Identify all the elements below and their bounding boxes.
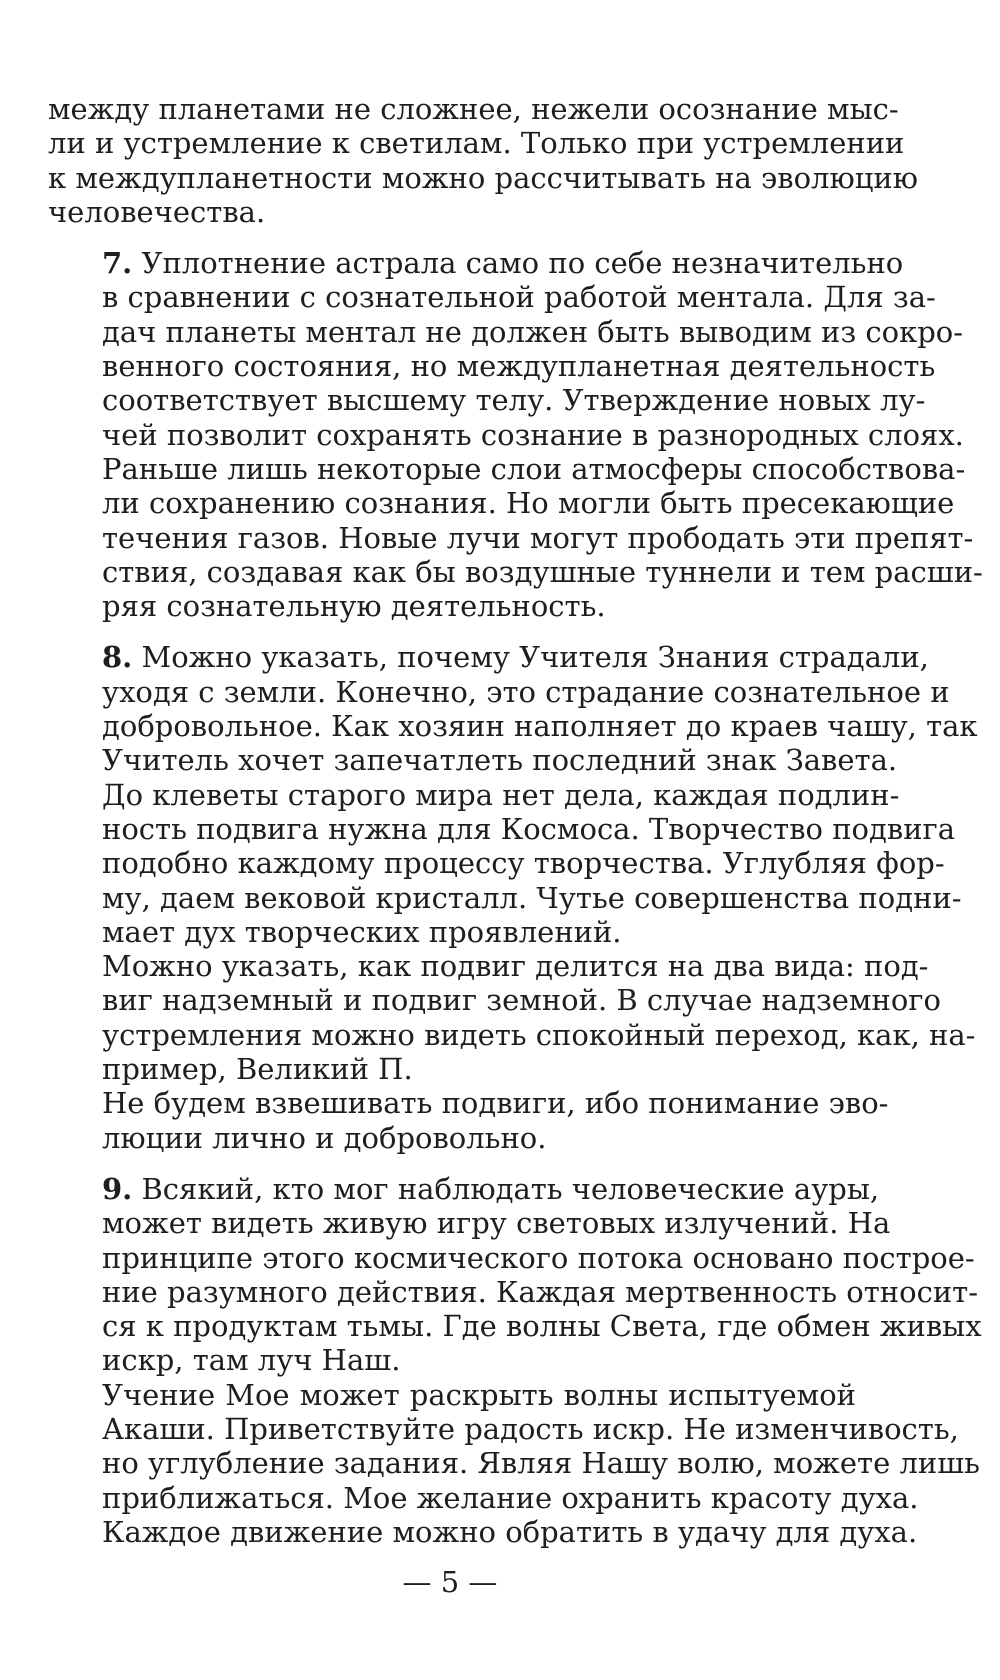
text-line bbox=[48, 777, 900, 812]
text-line bbox=[48, 811, 956, 846]
line-text: Каждое движение можно обратить в удачу для духа. bbox=[102, 1514, 918, 1549]
paragraph bbox=[48, 1514, 918, 1549]
line-text: течения газов. Новые лучи могут прободать эти препят- bbox=[102, 520, 974, 555]
line-text: До клеветы старого мира нет дела, каждая подлин- bbox=[102, 777, 900, 812]
line-text: Можно указать, как подвиг делится на два вида: под- bbox=[102, 949, 929, 984]
text-line bbox=[48, 1446, 980, 1481]
text-line bbox=[48, 314, 964, 349]
line-text: Всякий, кто мог наблюдать человеческие ауры, bbox=[132, 1171, 880, 1206]
page-body bbox=[48, 92, 983, 1549]
text-line bbox=[48, 1343, 856, 1377]
line-text: Акаши. Приветствуйте радость искр. Не изменчивость, bbox=[102, 1411, 959, 1446]
text-line bbox=[48, 1480, 919, 1515]
paragraph-number: 7. bbox=[102, 246, 133, 281]
text-line bbox=[48, 1171, 880, 1206]
line-text: пример, Великий П. bbox=[102, 1052, 413, 1087]
text-line bbox=[48, 1274, 979, 1309]
line-text: виг надземный и подвиг земной. В случае надземного bbox=[102, 983, 941, 1018]
text-line bbox=[48, 1309, 982, 1344]
paragraph bbox=[48, 949, 976, 1087]
text-line bbox=[48, 160, 918, 195]
line-text: чей позволит сохранять сознание в разнородных слоях. bbox=[102, 417, 964, 452]
line-text: Учение Мое может раскрыть волны испытуемой bbox=[102, 1377, 856, 1412]
text-line bbox=[48, 1240, 975, 1275]
line-text: Можно указать, почему Учителя Знания страдали, bbox=[132, 640, 929, 675]
text-line bbox=[48, 915, 856, 949]
text-line bbox=[48, 880, 962, 915]
line-text: Учитель хочет запечатлеть последний знак Завета. bbox=[102, 743, 898, 778]
paragraph-number: 8. bbox=[102, 640, 133, 675]
text-line bbox=[48, 640, 929, 675]
text-line bbox=[48, 1514, 918, 1549]
line-text: искр, там луч Наш. bbox=[102, 1343, 401, 1378]
line-text: может видеть живую игру световых излучений. На bbox=[102, 1206, 891, 1241]
text-line bbox=[48, 1052, 856, 1086]
line-text: приближаться. Мое желание охранить красоту духа. bbox=[102, 1480, 919, 1515]
line-text: мает дух творческих проявлений. bbox=[102, 914, 622, 949]
paragraph bbox=[48, 246, 983, 624]
paragraph bbox=[48, 1086, 889, 1155]
text-line bbox=[48, 451, 966, 486]
line-text: Не будем взвешивать подвиги, ибо понимание эво- bbox=[102, 1086, 889, 1121]
line-text: в сравнении с сознательной работой ментала. Для за- bbox=[102, 280, 936, 315]
line-text: ли сохранению сознания. Но могли быть пресекающие bbox=[102, 486, 955, 521]
line-text: му, даем вековой кристалл. Чутье совершенства подни- bbox=[102, 880, 962, 915]
text-line bbox=[48, 195, 856, 229]
paragraph bbox=[48, 1377, 980, 1515]
paragraph bbox=[48, 777, 962, 949]
text-line bbox=[48, 1206, 891, 1241]
line-text: соответствует высшему телу. Утверждение новых лу- bbox=[102, 383, 926, 418]
paragraph-number: 9. bbox=[102, 1171, 133, 1206]
line-text: устремления можно видеть спокойный переход, как, на- bbox=[102, 1017, 976, 1052]
text-line bbox=[48, 1086, 889, 1121]
line-text: уходя с земли. Конечно, это страдание сознательное и bbox=[102, 674, 950, 709]
line-text: Уплотнение астрала само по себе незначительно bbox=[132, 246, 904, 281]
line-text: но углубление задания. Являя Нашу волю, можете лишь bbox=[102, 1446, 980, 1481]
text-line bbox=[48, 1017, 976, 1052]
line-text: ся к продуктам тьмы. Где волны Света, где обмен живых bbox=[102, 1309, 982, 1344]
text-line bbox=[48, 246, 904, 281]
text-line bbox=[48, 1121, 856, 1155]
line-text: Раньше лишь некоторые слои атмосферы способствова- bbox=[102, 451, 966, 486]
text-line bbox=[48, 743, 898, 778]
text-line bbox=[48, 709, 978, 744]
line-text: ряя сознательную деятельность. bbox=[102, 589, 606, 624]
line-text: венного состояния, но междупланетная деятельность bbox=[102, 349, 936, 384]
line-text: между планетами не сложнее, нежели осознание мыс- bbox=[48, 92, 899, 126]
paragraph bbox=[48, 1171, 982, 1378]
paragraph bbox=[48, 92, 918, 229]
line-text: принципе этого космического потока основано построе- bbox=[102, 1240, 975, 1275]
text-line bbox=[48, 1378, 856, 1412]
line-text: ние разумного действия. Каждая мертвенность относит- bbox=[102, 1274, 979, 1309]
line-text: ли и устремление к светилам. Только при устремлении bbox=[48, 126, 905, 161]
text-line bbox=[48, 486, 955, 521]
line-text: люции лично и добровольно. bbox=[102, 1120, 547, 1155]
line-text: подобно каждому процессу творчества. Углубляя фор- bbox=[102, 846, 945, 881]
text-line bbox=[48, 554, 983, 589]
text-line bbox=[48, 949, 929, 984]
text-line bbox=[48, 846, 945, 881]
line-text: ность подвига нужна для Космоса. Творчество подвига bbox=[102, 811, 956, 846]
line-text: человечества. bbox=[48, 194, 266, 229]
text-line bbox=[48, 92, 899, 126]
line-text: дач планеты ментал не должен быть выводим из сокро- bbox=[102, 314, 964, 349]
line-text: добровольное. Как хозяин наполняет до краев чашу, так bbox=[102, 709, 978, 744]
line-text: ствия, создавая как бы воздушные туннели и тем расши- bbox=[102, 554, 983, 589]
text-line bbox=[48, 417, 964, 452]
page-number: — 5 — bbox=[402, 1565, 498, 1599]
text-line bbox=[48, 983, 941, 1018]
text-line bbox=[48, 349, 936, 384]
text-line bbox=[48, 674, 950, 709]
paragraph bbox=[48, 640, 978, 778]
text-line bbox=[48, 589, 856, 623]
text-line bbox=[48, 126, 905, 161]
text-line bbox=[48, 383, 926, 418]
text-line bbox=[48, 280, 936, 315]
line-text: к междупланетности можно рассчитывать на эволюцию bbox=[48, 160, 918, 195]
text-line bbox=[48, 1411, 959, 1446]
text-line bbox=[48, 520, 974, 555]
